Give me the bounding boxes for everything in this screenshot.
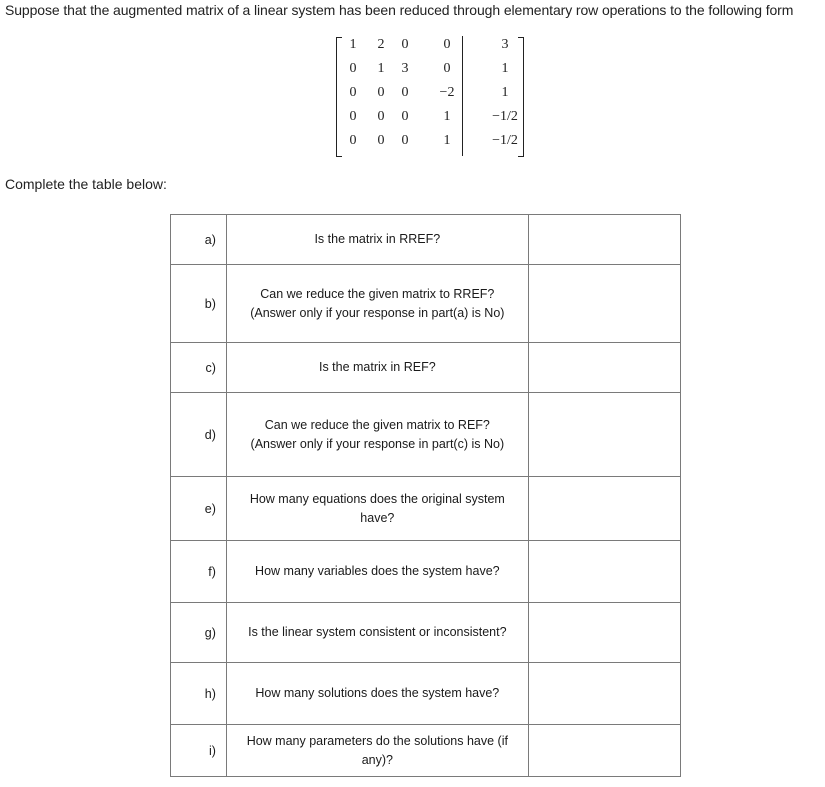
answer-cell[interactable] [528,477,680,541]
matrix-row [336,106,524,130]
question-label: g) [171,603,227,663]
matrix-row [336,58,524,82]
matrix-row [336,82,524,106]
answer-cell[interactable] [528,541,680,603]
matrix-entry: 0 [349,85,357,100]
answer-cell[interactable] [528,215,680,265]
question-text-content: Is the matrix in RREF? [314,232,441,246]
matrix-row [336,130,524,154]
answer-cell[interactable] [528,603,680,663]
question-label: b) [171,265,227,343]
question-label: e) [171,477,227,541]
matrix-entry: 3 [401,61,409,76]
question-label: a) [171,215,227,265]
question-row [171,265,681,343]
matrix-entry: 2 [377,37,385,52]
matrix-entry: −1/2 [492,133,518,148]
question-text [226,603,528,663]
problem-statement: Suppose that the augmented matrix of a linear system has been reduced through elementary row operations to the following form [5,2,794,18]
question-row [171,215,681,265]
matrix-entry: −1/2 [492,109,518,124]
matrix-entry: 1 [443,133,451,148]
question-row [171,725,681,777]
answer-cell[interactable] [528,393,680,477]
matrix-entry: 0 [401,85,409,100]
matrix-entry: 1 [501,85,509,100]
question-text-content: Is the linear system consistent or inconsistent? [248,625,507,639]
matrix-entry: 0 [377,109,385,124]
matrix-entry: −2 [439,85,455,100]
answer-cell[interactable] [528,265,680,343]
question-text [226,215,528,265]
question-text-content: Can we reduce the given matrix to REF? (Answer only if your response in part(c) is No) [250,417,505,451]
matrix-entry: 3 [501,37,509,52]
question-text [226,343,528,393]
question-label: c) [171,343,227,393]
question-label: d) [171,393,227,477]
matrix-entry: 0 [377,133,385,148]
question-text-content: How many equations does the original system have? [249,491,505,525]
question-text [226,393,528,477]
matrix-entry: 0 [377,85,385,100]
question-row [171,393,681,477]
answer-cell[interactable] [528,343,680,393]
question-text [226,541,528,603]
augmented-matrix [336,34,524,158]
matrix-row [336,34,524,58]
question-row [171,541,681,603]
question-row [171,663,681,725]
question-text [226,725,528,777]
questions-table [170,214,681,777]
question-row [171,343,681,393]
matrix-entry: 1 [501,61,509,76]
question-text-content: How many variables does the system have? [255,564,500,578]
matrix-entry: 0 [443,61,451,76]
answer-cell[interactable] [528,663,680,725]
answer-cell[interactable] [528,725,680,777]
question-label: f) [171,541,227,603]
question-text-content: How many solutions does the system have? [255,686,500,700]
question-text-content: How many parameters do the solutions have (if any)? [246,733,508,767]
question-text [226,663,528,725]
instruction-label: Complete the table below: [5,176,167,192]
matrix-entry: 1 [443,109,451,124]
question-label: h) [171,663,227,725]
matrix-entry: 0 [401,133,409,148]
question-text-content: Is the matrix in REF? [318,360,436,374]
matrix-entry: 0 [401,109,409,124]
augmentation-divider [462,36,463,156]
matrix-entry: 1 [377,61,385,76]
question-text-content: Can we reduce the given matrix to RREF? (Answer only if your response in part(a) is No) [250,286,505,320]
question-row [171,477,681,541]
matrix-entry: 0 [349,109,357,124]
matrix-entry: 0 [349,61,357,76]
question-text [226,477,528,541]
question-row [171,603,681,663]
matrix-entry: 0 [401,37,409,52]
matrix-entry: 0 [443,37,451,52]
question-label: i) [171,725,227,777]
matrix-entry: 1 [349,37,357,52]
matrix-entry: 0 [349,133,357,148]
question-text [226,265,528,343]
